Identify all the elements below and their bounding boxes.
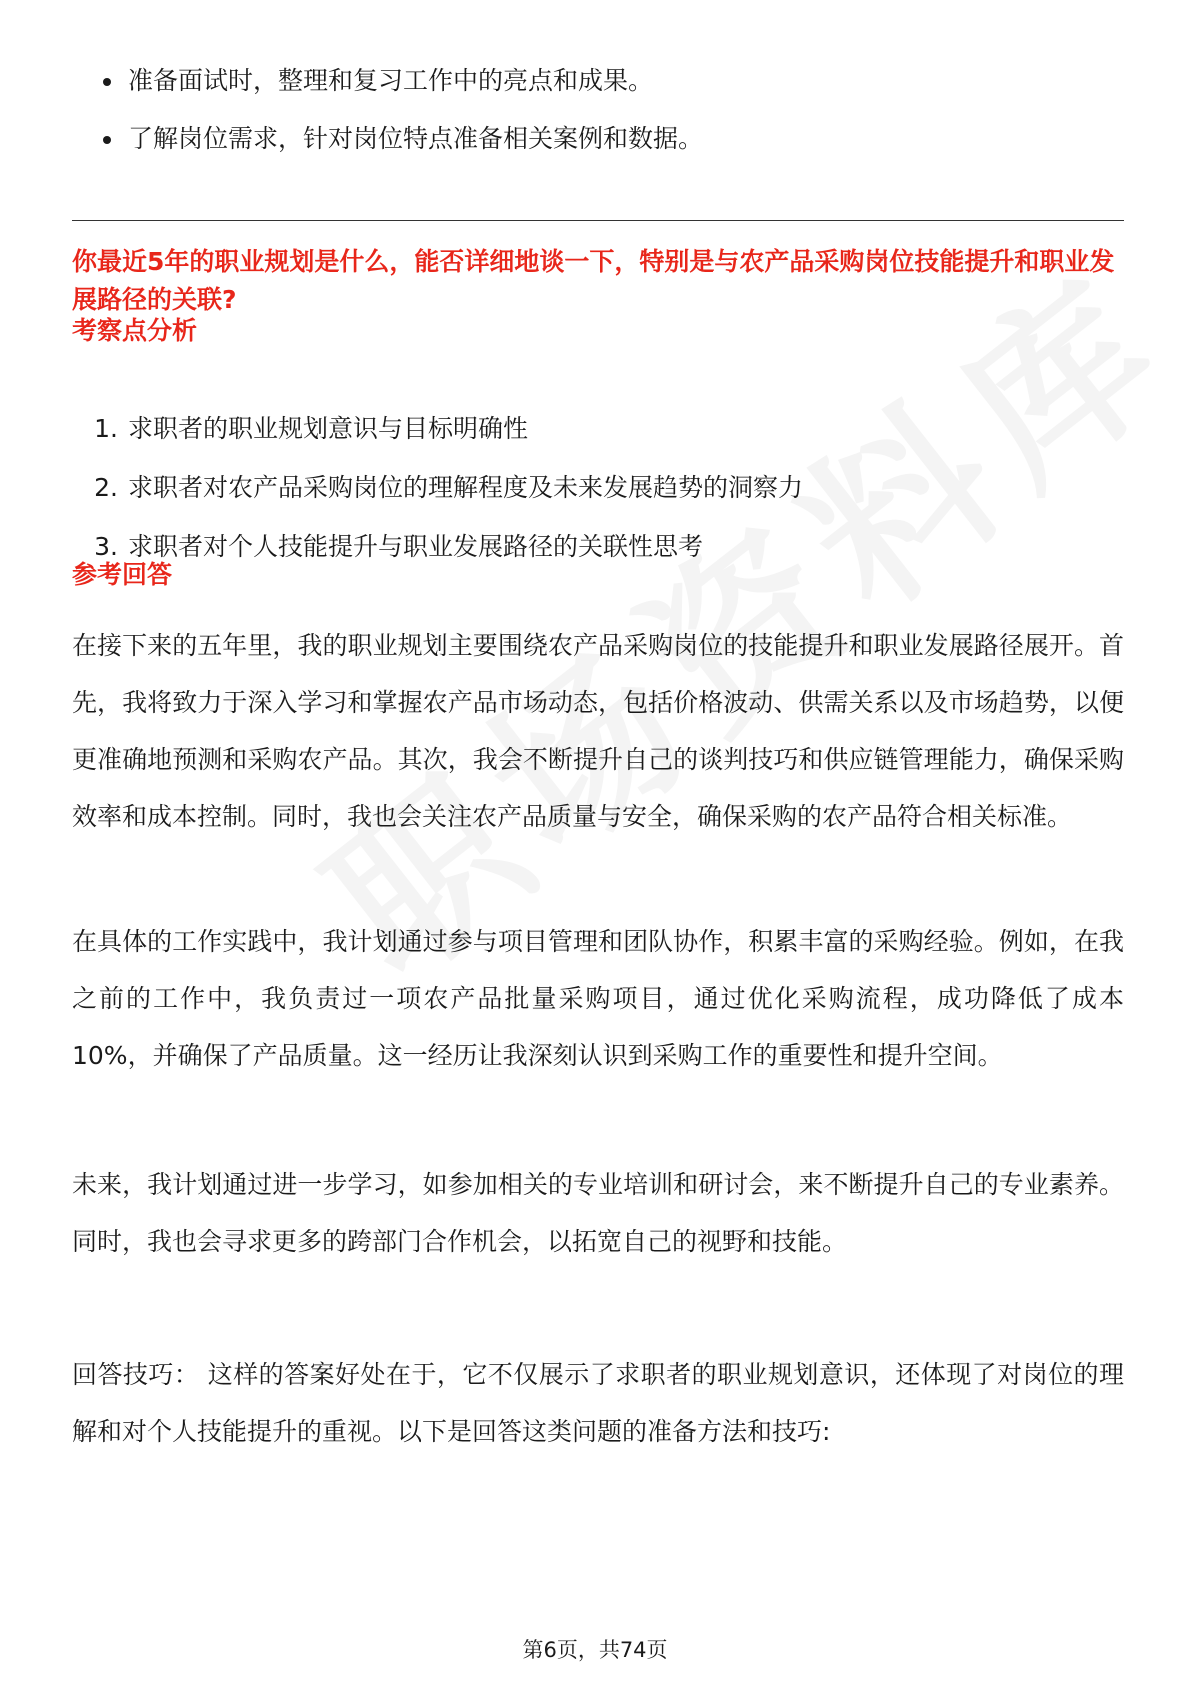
list-number: 1. [94, 414, 118, 443]
section-divider [72, 220, 1124, 221]
watermark [270, 204, 1190, 1023]
answer-heading: 参考回答 [72, 560, 173, 589]
tips-paragraph: 回答技巧： 这样的答案好处在于，它不仅展示了求职者的职业规划意识，还体现了对岗位的理解和对个人技能提升的重视。以下是回答这类问题的准备方法和技巧: [72, 1360, 1124, 1446]
analysis-list [72, 410, 803, 587]
list-text: 求职者对个人技能提升与职业发展路径的关联性思考 [128, 532, 704, 561]
answer-paragraph: 未来，我计划通过进一步学习，如参加相关的专业培训和研讨会，来不断提升自己的专业素养。同时，我也会寻求更多的跨部门合作机会，以拓宽自己的视野和技能。 [72, 1170, 1124, 1256]
top-bullet-list [72, 62, 703, 178]
list-number: 2. [94, 473, 118, 502]
answer-paragraph: 在接下来的五年里，我的职业规划主要围绕农产品采购岗位的技能提升和职业发展路径展开。首先，我将致力于深入学习和掌握农产品市场动态，包括价格波动、供需关系以及市场趋势，以便更准确地预测和采购农产品。其次，我会不断提升自己的谈判技巧和供应链管理能力，确保采购效率和成本控制。同时，我也会关注农产品质量与安全，确保采购的农产品符合相关标准。 [72, 631, 1124, 831]
analysis-heading: 考察点分析 [72, 316, 198, 345]
question-heading: 你最近5年的职业规划是什么，能否详细地谈一下，特别是与农产品采购岗位技能提升和职业发展路径的关联? [72, 247, 1115, 314]
list-item [72, 410, 803, 448]
list-item [72, 528, 803, 566]
page-footer: 第6页，共74页 [522, 1638, 668, 1662]
list-number: 3. [94, 532, 118, 561]
answer-paragraph: 在具体的工作实践中，我计划通过参与项目管理和团队协作，积累丰富的采购经验。例如，在我之前的工作中，我负责过一项农产品批量采购项目，通过优化采购流程，成功降低了成本10%，并确保了产品质量。这一经历让我深刻认识到采购工作的重要性和提升空间。 [72, 927, 1124, 1070]
list-item [72, 469, 803, 507]
list-text: 求职者的职业规划意识与目标明确性 [128, 414, 529, 443]
list-text: 求职者对农产品采购岗位的理解程度及未来发展趋势的洞察力 [128, 473, 804, 502]
list-item: 了解岗位需求，针对岗位特点准备相关案例和数据。 [72, 120, 703, 158]
list-item: 准备面试时，整理和复习工作中的亮点和成果。 [72, 62, 703, 100]
